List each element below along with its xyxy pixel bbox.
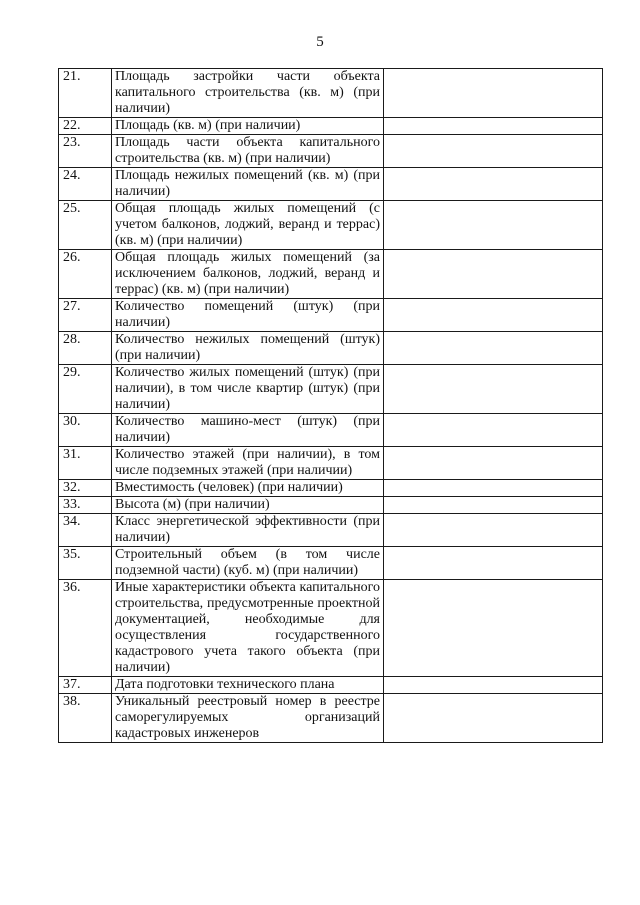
table-row bbox=[59, 332, 603, 365]
row-description: Иные характеристики объекта капитального строительства, предусмотренные проектной документацией, необходимые для осуществления государственного кадастрового учета такого объекта (при наличии) bbox=[112, 580, 384, 677]
row-number: 21. bbox=[59, 69, 112, 118]
row-description: Площадь нежилых помещений (кв. м) (при наличии) bbox=[112, 168, 384, 201]
row-value-cell bbox=[384, 118, 603, 135]
table-row bbox=[59, 514, 603, 547]
row-number: 23. bbox=[59, 135, 112, 168]
row-value-cell bbox=[384, 480, 603, 497]
row-number: 35. bbox=[59, 547, 112, 580]
table-row bbox=[59, 497, 603, 514]
row-description: Строительный объем (в том числе подземной части) (куб. м) (при наличии) bbox=[112, 547, 384, 580]
row-description: Класс энергетической эффективности (при наличии) bbox=[112, 514, 384, 547]
table-row bbox=[59, 299, 603, 332]
row-number: 27. bbox=[59, 299, 112, 332]
row-number: 28. bbox=[59, 332, 112, 365]
row-value-cell bbox=[384, 365, 603, 414]
row-value-cell bbox=[384, 694, 603, 743]
page-number: 5 bbox=[316, 34, 324, 50]
row-value-cell bbox=[384, 201, 603, 250]
row-number: 33. bbox=[59, 497, 112, 514]
table-row bbox=[59, 547, 603, 580]
row-description: Площадь застройки части объекта капитального строительства (кв. м) (при наличии) bbox=[112, 69, 384, 118]
row-number: 30. bbox=[59, 414, 112, 447]
table-row bbox=[59, 694, 603, 743]
row-number: 26. bbox=[59, 250, 112, 299]
table-row bbox=[59, 118, 603, 135]
row-value-cell bbox=[384, 135, 603, 168]
row-number: 31. bbox=[59, 447, 112, 480]
row-value-cell bbox=[384, 547, 603, 580]
row-value-cell bbox=[384, 69, 603, 118]
row-description: Количество нежилых помещений (штук) (при наличии) bbox=[112, 332, 384, 365]
row-number: 22. bbox=[59, 118, 112, 135]
row-value-cell bbox=[384, 299, 603, 332]
row-value-cell bbox=[384, 332, 603, 365]
row-description: Количество жилых помещений (штук) (при наличии), в том числе квартир (штук) (при наличии) bbox=[112, 365, 384, 414]
row-value-cell bbox=[384, 497, 603, 514]
row-description: Уникальный реестровый номер в реестре саморегулируемых организаций кадастровых инженеров bbox=[112, 694, 384, 743]
row-number: 37. bbox=[59, 677, 112, 694]
table-row bbox=[59, 69, 603, 118]
row-number: 38. bbox=[59, 694, 112, 743]
row-description: Дата подготовки технического плана bbox=[112, 677, 384, 694]
row-description: Количество этажей (при наличии), в том числе подземных этажей (при наличии) bbox=[112, 447, 384, 480]
row-number: 25. bbox=[59, 201, 112, 250]
table-row bbox=[59, 677, 603, 694]
row-value-cell bbox=[384, 250, 603, 299]
row-description: Общая площадь жилых помещений (с учетом балконов, лоджий, веранд и террас) (кв. м) (при наличии) bbox=[112, 201, 384, 250]
row-value-cell bbox=[384, 514, 603, 547]
row-value-cell bbox=[384, 447, 603, 480]
table-row bbox=[59, 201, 603, 250]
row-description: Высота (м) (при наличии) bbox=[112, 497, 384, 514]
row-description: Площадь части объекта капитального строительства (кв. м) (при наличии) bbox=[112, 135, 384, 168]
row-description: Площадь (кв. м) (при наличии) bbox=[112, 118, 384, 135]
table-row bbox=[59, 168, 603, 201]
row-number: 24. bbox=[59, 168, 112, 201]
characteristics-table bbox=[58, 68, 603, 743]
table-row bbox=[59, 250, 603, 299]
row-value-cell bbox=[384, 168, 603, 201]
row-number: 29. bbox=[59, 365, 112, 414]
row-value-cell bbox=[384, 414, 603, 447]
row-description: Вместимость (человек) (при наличии) bbox=[112, 480, 384, 497]
row-value-cell bbox=[384, 580, 603, 677]
table-row bbox=[59, 580, 603, 677]
row-description: Общая площадь жилых помещений (за исключением балконов, лоджий, веранд и террас) (кв. м) (при наличии) bbox=[112, 250, 384, 299]
row-description: Количество машино-мест (штук) (при наличии) bbox=[112, 414, 384, 447]
table-row bbox=[59, 414, 603, 447]
row-number: 36. bbox=[59, 580, 112, 677]
table-row bbox=[59, 365, 603, 414]
row-number: 32. bbox=[59, 480, 112, 497]
table-row bbox=[59, 447, 603, 480]
row-description: Количество помещений (штук) (при наличии) bbox=[112, 299, 384, 332]
row-number: 34. bbox=[59, 514, 112, 547]
table-row bbox=[59, 480, 603, 497]
table-row bbox=[59, 135, 603, 168]
row-value-cell bbox=[384, 677, 603, 694]
